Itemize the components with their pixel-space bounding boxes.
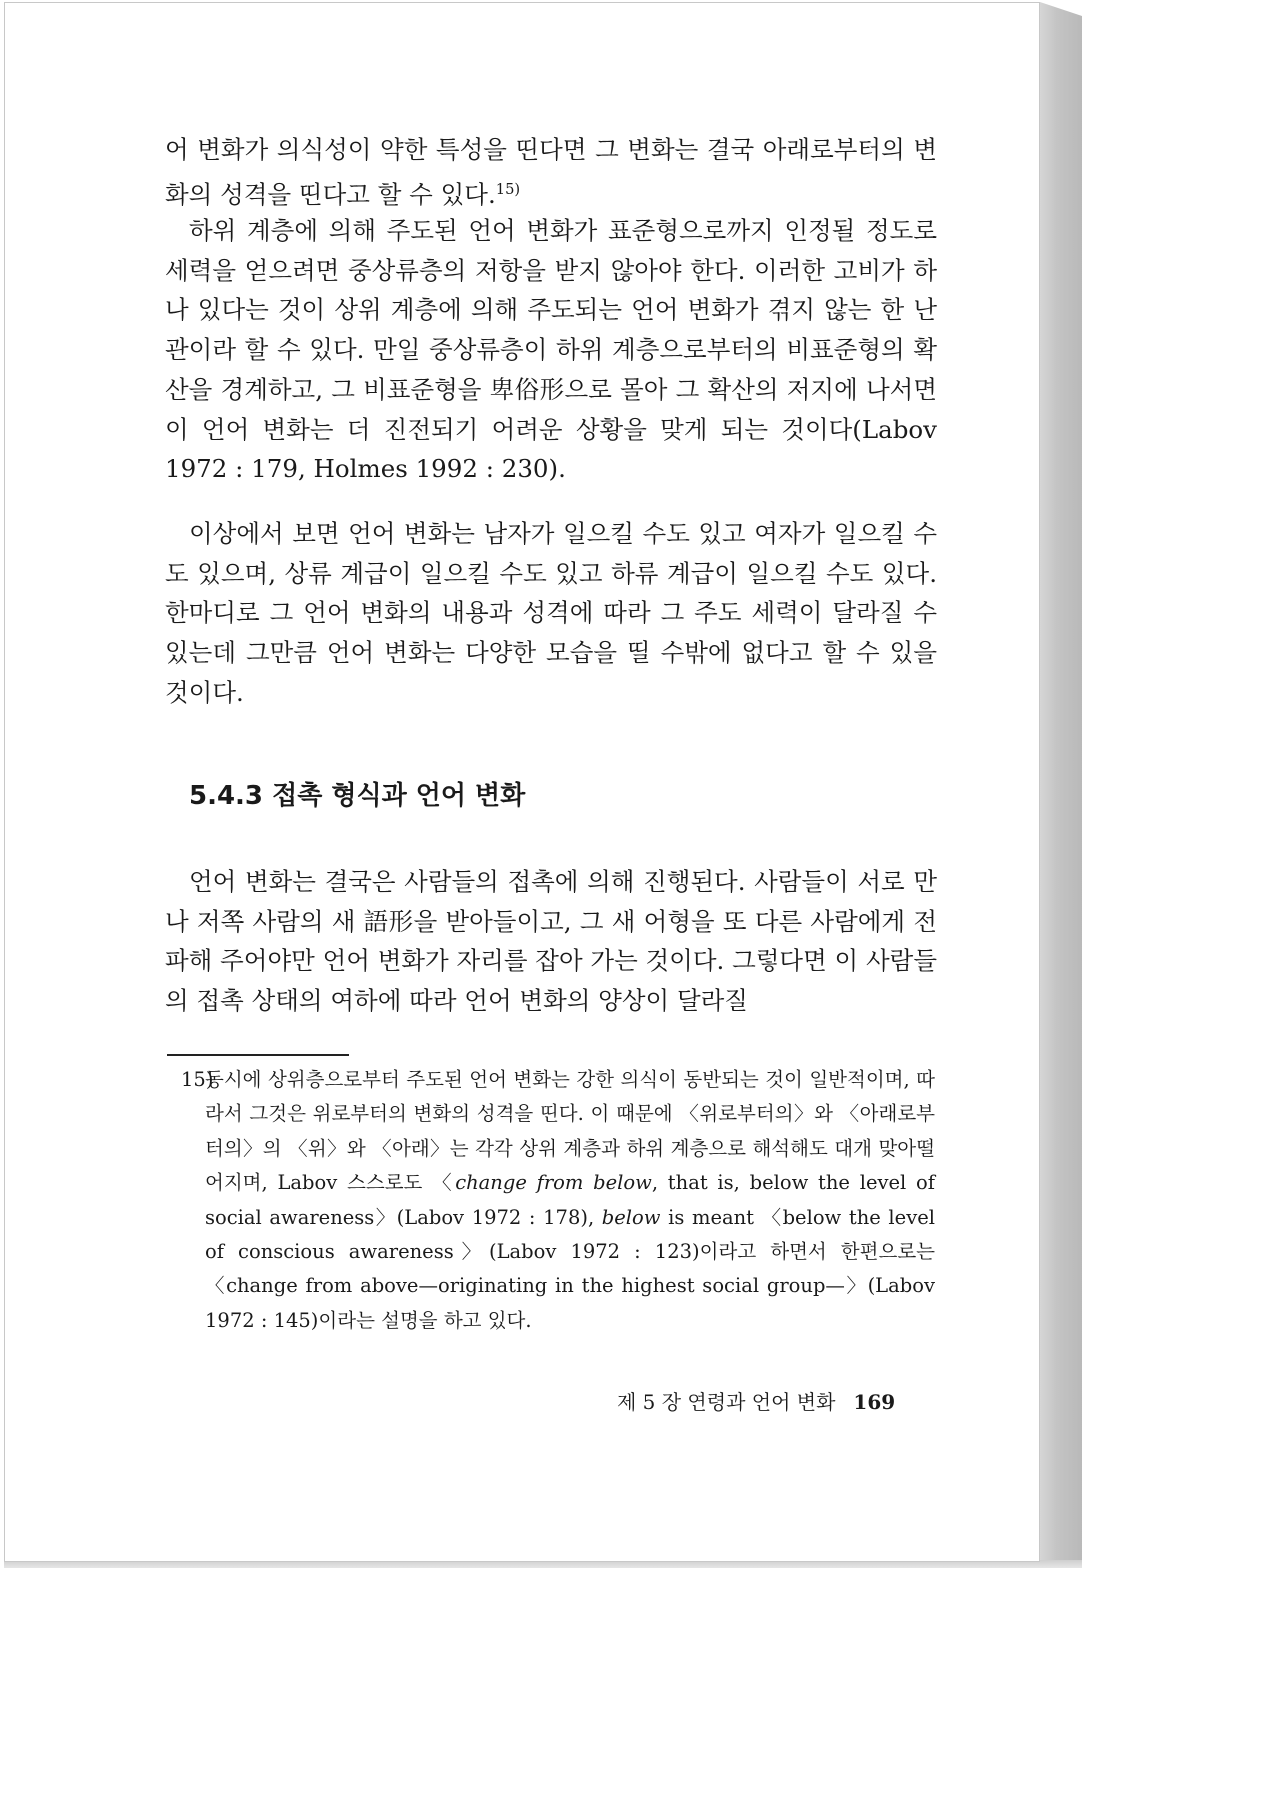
footnote-text-1: 동시에 상위층으로부터 주도된 언어 변화는 강한 의식이 동반되는 것이 일반적이며, 따라서 그것은 위로부터의 변화의 성격을 띤다. 이 때문에 〈위로부터의〉와 〈아래로부터의〉의 〈위〉와 〈아래〉는 각각 상위 계층과 하위 계층으로 해석해도 대개 맞아떨어지며, Labov 스스로도 〈 — [205, 1068, 935, 1195]
footnote — [181, 1063, 936, 1338]
footnote-number: 15) — [181, 1068, 214, 1091]
page-number: 169 — [853, 1390, 896, 1414]
chapter-title: 제 5 장 연령과 언어 변화 — [617, 1390, 836, 1414]
footnote-text-3: is meant 〈below the level of conscious awareness〉(Labov 1972 : 123)이라고 하면서 한편으로는 〈change from above—originating in the highest social group—〉(Labov 1972 : 145)이라는 설명을 하고 있다. — [205, 1205, 935, 1332]
section-heading: 5.4.3 접촉 형식과 언어 변화 — [189, 781, 526, 811]
footnote-reference[interactable]: 15) — [495, 180, 521, 198]
running-footer — [617, 1386, 895, 1415]
footnote-italic-1: change from below — [455, 1171, 652, 1195]
footnote-divider — [167, 1054, 349, 1056]
paragraph-continued-text: 어 변화가 의식성이 약한 특성을 띤다면 그 변화는 결국 아래로부터의 변화의 성격을 띤다고 할 수 있다. — [165, 135, 937, 209]
paragraph-summary: 이상에서 보면 언어 변화는 남자가 일으킬 수도 있고 여자가 일으킬 수도 있으며, 상류 계급이 일으킬 수도 있고 하류 계급이 일으킬 수도 있다. 한마디로 그 언어 변화의 내용과 성격에 따라 그 주도 세력이 달라질 수 있는데 그만큼 언어 변화는 다양한 모습을 띨 수밖에 없다고 할 수 있을 것이다. — [165, 519, 937, 707]
book-page — [4, 2, 1040, 1562]
footnote-italic-2: below — [601, 1205, 661, 1229]
paragraph-contact: 언어 변화는 결국은 사람들의 접촉에 의해 진행된다. 사람들이 서로 만나 저쪽 사람의 새 語形을 받아들이고, 그 새 어형을 또 다른 사람에게 전파해 주어야만 언어 변화가 자리를 잡아 가는 것이다. 그렇다면 이 사람들의 접촉 상태의 여하에 따라 언어 변화의 양상이 달라질 — [165, 867, 938, 1016]
footnote-text-2: , that is, below the level of social awareness〉(Labov 1972 : 178), — [205, 1171, 936, 1229]
page-stack-edge — [1040, 2, 1082, 1562]
paragraph-upper-class: 하위 계층에 의해 주도된 언어 변화가 표준형으로까지 인정될 정도로 세력을 얻으려면 중상류층의 저항을 받지 않아야 한다. 이러한 고비가 하나 있다는 것이 상위 계층에 의해 주도되는 언어 변화가 겪지 않는 한 난관이라 할 수 있다. 만일 중상류층이 하위 계층으로부터의 비표준형의 확산을 경계하고, 그 비표준형을 卑俗形으로 몰아 그 확산의 저지에 나서면 이 언어 변화는 더 진전되기 어려운 상황을 맞게 되는 것이다(Labov 1972 : 179, Holmes 1992 : 230). — [165, 216, 937, 484]
paragraph-continued — [165, 130, 937, 215]
